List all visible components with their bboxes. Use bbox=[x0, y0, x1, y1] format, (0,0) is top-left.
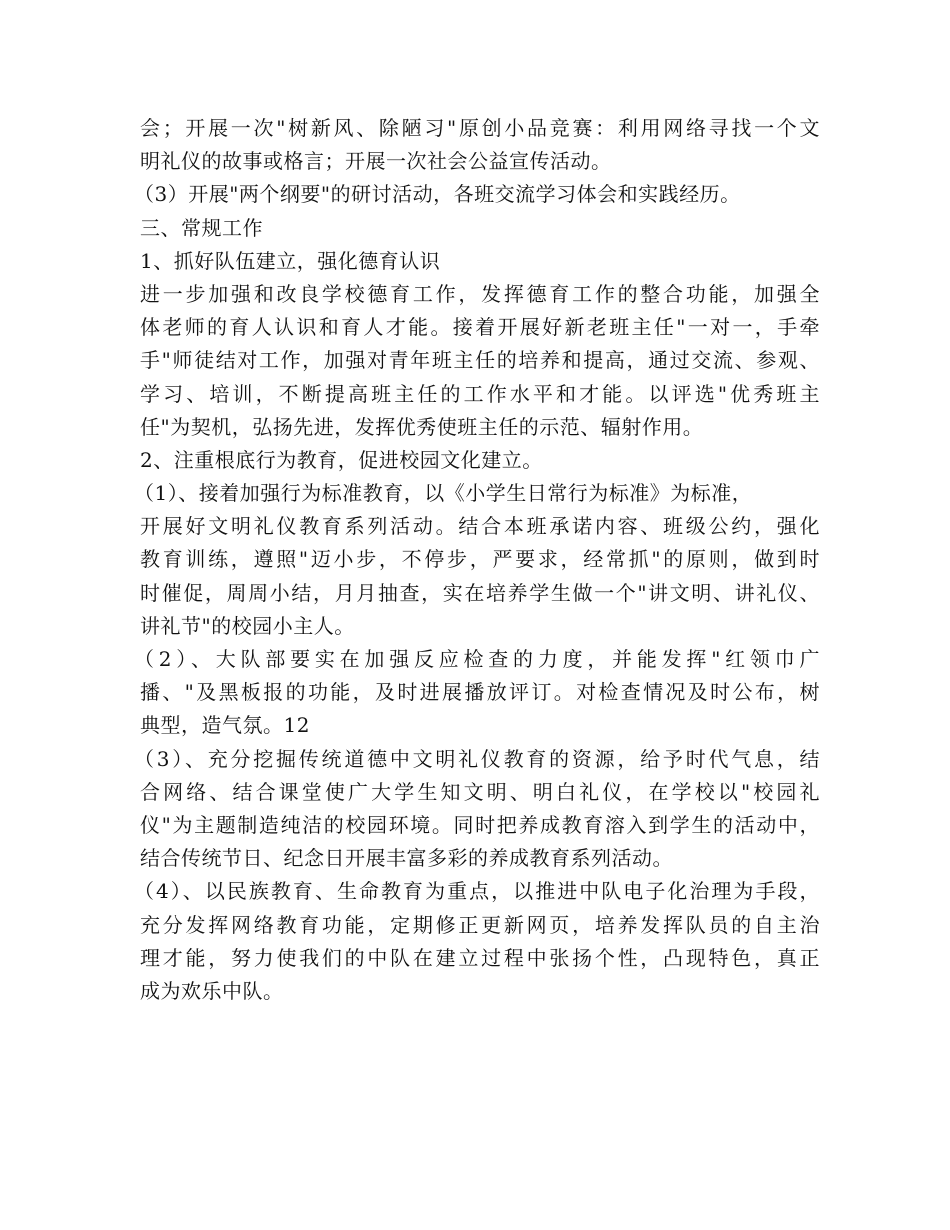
text-line: 典型，造气氛。12 bbox=[140, 713, 310, 738]
text-line: 学习、培训，不断提高班主任的工作水平和才能。以评选"优秀班主 bbox=[140, 381, 820, 406]
text-line: 成为欢乐中队。 bbox=[140, 978, 284, 1003]
text-line: 时催促，周周小结，月月抽查，实在培养学生做一个"讲文明、讲礼仪、 bbox=[140, 580, 820, 605]
text-line: （3）开展"两个纲要"的研讨活动，各班交流学习体会和实践经历。 bbox=[134, 182, 741, 207]
text-line: 教育训练，遵照"迈小步，不停步，严要求，经常抓"的原则，做到时 bbox=[140, 547, 820, 572]
text-line: （4）、以民族教育、生命教育为重点，以推进中队电子化治理为手段， bbox=[134, 879, 820, 904]
text-line: 充分发挥网络教育功能，定期修正更新网页，培养发挥队员的自主治 bbox=[140, 912, 820, 937]
text-line: 会；开展一次"树新风、除陋习"原创小品竞赛：利用网络寻找一个文 bbox=[140, 116, 820, 140]
text-line: （3）、充分挖掘传统道德中文明礼仪教育的资源，给予时代气息，结 bbox=[134, 746, 820, 771]
text-line: （2）、大队部要实在加强反应检查的力度，并能发挥"红领巾广 bbox=[134, 647, 820, 671]
text-line: 播、"及黑板报的功能，及时进展播放评订。对检查情况及时公布，树 bbox=[140, 680, 820, 705]
text-line: 结合传统节日、纪念日开展丰富多彩的养成教育系列活动。 bbox=[140, 846, 673, 871]
document-body bbox=[134, 112, 820, 1008]
text-line: 2、注重根底行为教育，促进校园文化建立。 bbox=[140, 447, 543, 472]
text-line: 明礼仪的故事或格言；开展一次社会公益宣传活动。 bbox=[140, 149, 612, 174]
text-line: 仪"为主题制造纯洁的校园环境。同时把养成教育溶入到学生的活动中， bbox=[140, 812, 820, 837]
text-line: 手"师徒结对工作，加强对青年班主任的培养和提高，通过交流、参观、 bbox=[140, 348, 820, 373]
text-line: 合网络、结合课堂使广大学生知文明、明白礼仪，在学校以"校园礼 bbox=[140, 779, 820, 804]
text-line: 1、抓好队伍建立，强化德育认识 bbox=[140, 248, 441, 273]
text-line: 进一步加强和改良学校德育工作，发挥德育工作的整合功能，加强全 bbox=[140, 281, 820, 306]
text-line: 理才能，努力使我们的中队在建立过程中张扬个性，凸现特色，真正 bbox=[140, 945, 820, 970]
text-line: 任"为契机，弘扬先进，发挥优秀使班主任的示范、辐射作用。 bbox=[140, 414, 704, 439]
text-line: 体老师的育人认识和育人才能。接着开展好新老班主任"一对一，手牵 bbox=[140, 315, 820, 340]
text-line: 开展好文明礼仪教育系列活动。结合本班承诺内容、班级公约，强化 bbox=[140, 514, 820, 539]
text-line: 三、常规工作 bbox=[140, 215, 263, 240]
text-line: （1）、接着加强行为标准教育，以《小学生日常行为标准》为标准， bbox=[134, 481, 753, 506]
text-line: 讲礼节"的校园小主人。 bbox=[140, 613, 355, 638]
